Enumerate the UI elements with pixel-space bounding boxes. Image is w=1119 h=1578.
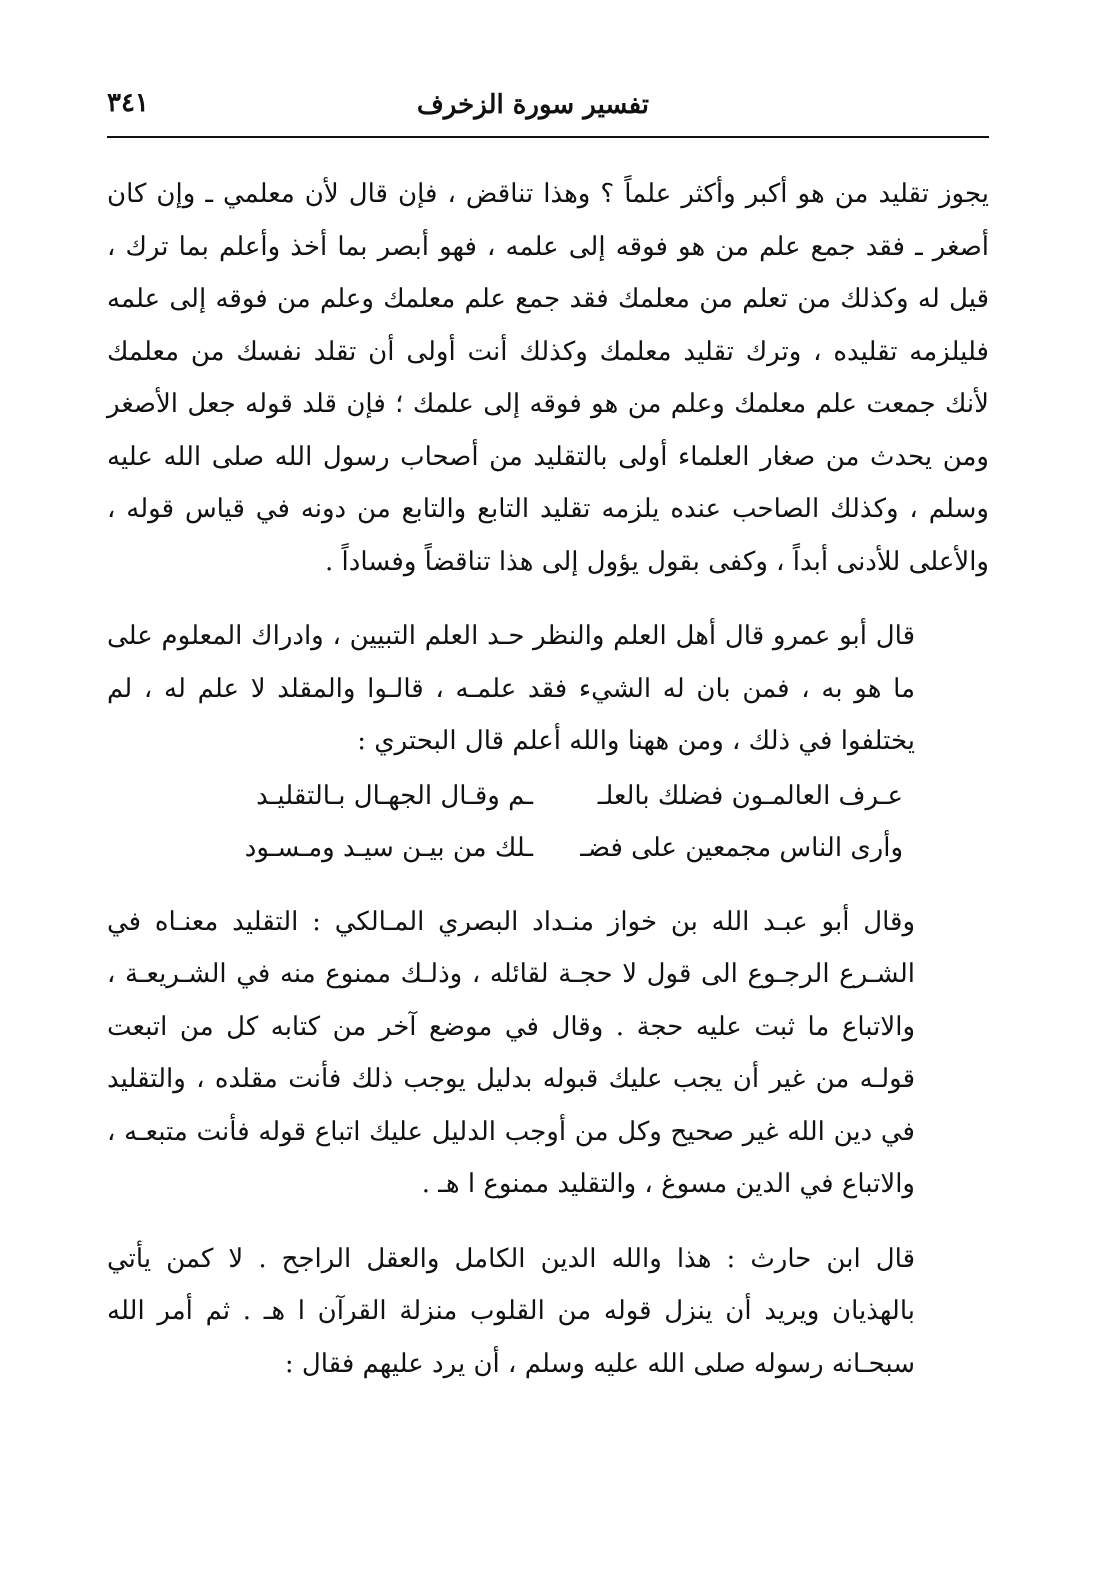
verse-second-hemistich: ـلك من بيـن سيـد ومـسـود [244,832,533,863]
poem-verse [107,770,989,822]
verse-first-hemistich: عـرف العالمـون فضلك بالعلـ [597,780,903,811]
header-divider [107,136,989,138]
paragraph-spacer [107,1211,989,1233]
verse-first-hemistich: وأرى الناس مجمعين على فضـ [580,832,903,863]
running-title: تفسير سورة الزخرف [416,90,649,120]
paragraph-4: قال ابن حارث : هذا والله الدين الكامل والعقل الراجح . لا كمن يأتي بالهذيان ويريد أن ينزل قوله من القلوب منزلة القرآن ا هـ . ثم أمر الله سبحـانه رسوله صلى الله عليه وسلم ، أن يرد عليهم فقال : [107,1243,915,1379]
paragraph-spacer [107,588,989,610]
paragraph-1: يجوز تقليد من هو أكبر وأكثر علماً ؟ وهذا تناقض ، فإن قال لأن معلمي ـ وإن كان أصغر ـ فقد جمع علم من هو فوقه إلى علمه ، فهو أبصر بما أخذ وأعلم بما ترك ، قيل له وكذلك من تعلم من معلمك فقد جمع علم معلمك وعلم من فوقه إلى علمه فليلزمه تقليده ، وترك تقليد معلمك وكذلك أنت أولى أن تقلد نفسك من معلمك لأنك جمعت علم معلمك وعلم من هو فوقه إلى علمك ؛ فإن قلد قوله جعل الأصغر ومن يحدث من صغار العلماء أولى بالتقليد من أصحاب رسول الله صلى الله عليه وسلم ، وكذلك الصاحب عنده يلزمه تقليد التابع والتابع من دونه في قياس قوله ، والأعلى للأدنى أبداً ، وكفى بقول يؤول إلى هذا تناقضاً وفساداً . [107,179,989,577]
poem-verse [107,822,989,874]
page-header [107,84,989,134]
verse-second-hemistich: ـم وقـال الجهـال بـالتقليـد [256,780,533,811]
paragraph-3: وقال أبو عبـد الله بن خواز منـداد البصري المـالكي : التقليد معنـاه في الشـرع الرجـوع الى قول لا حجـة لقائله ، وذلـك ممنوع منه في الشـريعـة ، والاتباع ما ثبت عليه حجة . وقال في موضع آخر من كتابه كل من اتبعت قولـه من غير أن يجب عليك قبوله بدليل يوجب ذلك فأنت مقلده ، والتقليد في دين الله غير صحيح وكل من أوجب الدليل عليك اتباع قوله فأنت متبعـه ، والاتباع في الدين مسوغ ، والتقليد ممنوع ا هـ . [107,906,915,1199]
page-body [107,168,989,1390]
paragraph-2: قال أبو عمرو قال أهل العلم والنظر حـد العلم التبيين ، وادراك المعلوم على ما هو به ، فمن بان له الشيء فقد علمـه ، قالـوا والمقلد لا علم له ، لم يختلفوا في ذلك ، ومن ههنا والله أعلم قال البحتري : [107,621,915,756]
poem-block [107,770,989,874]
page-number: ٣٤١ [107,88,149,118]
paragraph-spacer [107,874,989,896]
